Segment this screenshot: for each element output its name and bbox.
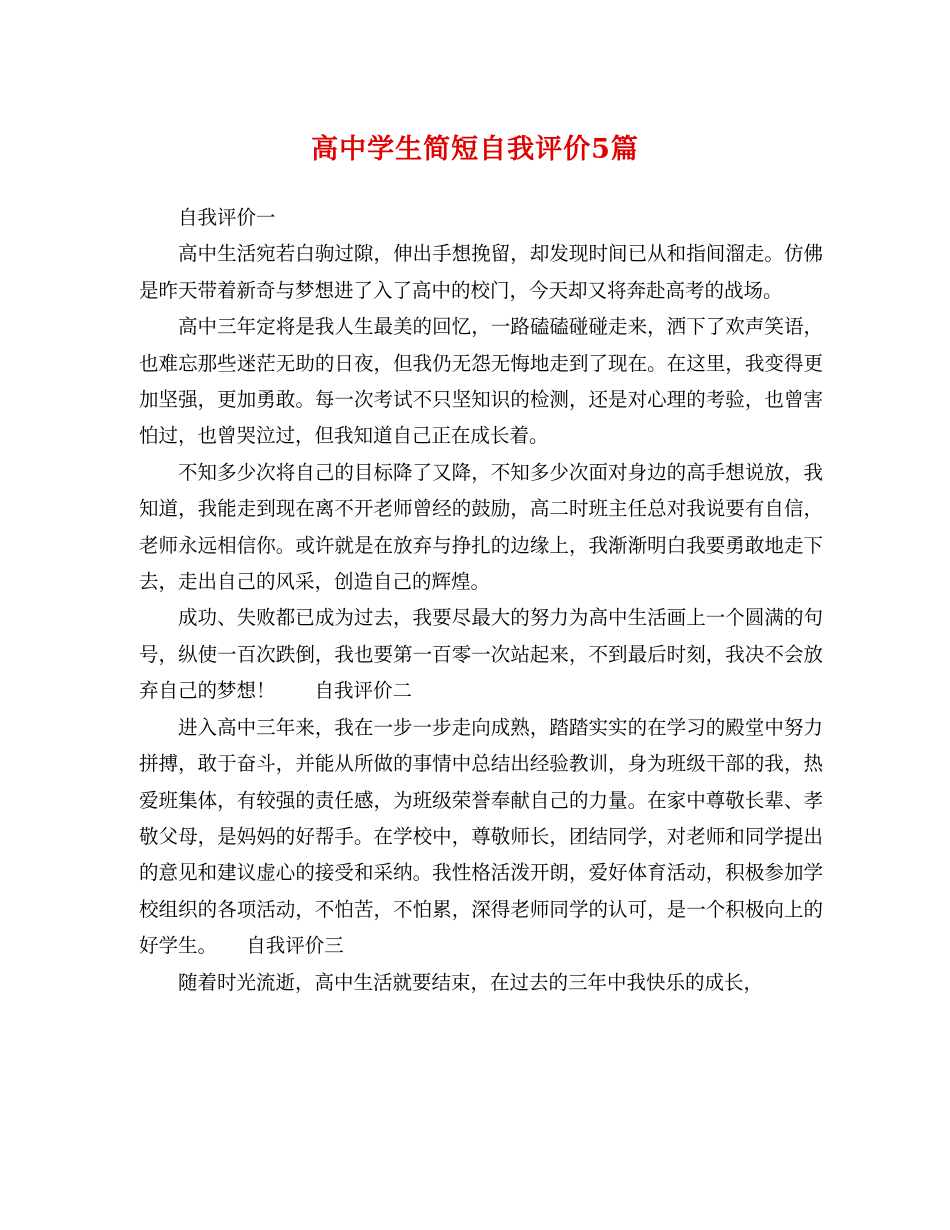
paragraph: 不知多少次将自己的目标降了又降，不知多少次面对身边的高手想说放，我知道，我能走到现在离不开老师曾经的鼓励，高二时班主任总对我说要有自信，老师永远相信你。或许就是在放弃与挣扎的边缘上，我渐渐明白我要勇敢地走下去，走出自己的风采，创造自己的辉煌。	[139, 460, 823, 594]
paragraph: 高中生活宛若白驹过隙，伸出手想挽留，却发现时间已从和指间溜走。仿佛是昨天带着新奇与梦想进了入了高中的校门，今天却又将奔赴高考的战场。	[139, 242, 823, 302]
paragraph: 自我评价一	[178, 206, 276, 229]
paragraph: 随着时光流逝，高中生活就要结束，在过去的三年中我快乐的成长，	[178, 970, 764, 994]
document-body	[139, 200, 823, 1001]
paragraph: 高中三年定将是我人生最美的回忆，一路磕磕碰碰走来，洒下了欢声笑语，也难忘那些迷茫无助的日夜，但我仍无怨无悔地走到了现在。在这里，我变得更加坚强，更加勇敢。每一次考试不只坚知识的检测，还是对心理的考验，也曾害怕过，也曾哭泣过，但我知道自己正在成长着。	[139, 315, 823, 448]
document-title: 高中学生简短自我评价5篇	[311, 134, 639, 165]
paragraph: 成功、失败都已成为过去，我要尽最大的努力为高中生活画上一个圆满的句号，纵使一百次跌倒，我也要第一百零一次站起来，不到最后时刻，我决不会放弃自己的梦想！ 自我评价二	[139, 606, 823, 703]
paragraph: 进入高中三年来，我在一步一步走向成熟，踏踏实实的在学习的殿堂中努力拼搏，敢于奋斗，并能从所做的事情中总结出经验教训，身为班级干部的我，热爱班集体，有较强的责任感，为班级荣誉奉献自己的力量。在家中尊敬长辈、孝敬父母，是妈妈的好帮手。在学校中，尊敬师长，团结同学，对老师和同学提出的意见和建议虚心的接受和采纳。我性格活泼开朗，爱好体育活动，积极参加学校组织的各项活动，不怕苦，不怕累，深得老师同学的认可，是一个积极向上的好学生。 自我评价三	[139, 715, 823, 958]
